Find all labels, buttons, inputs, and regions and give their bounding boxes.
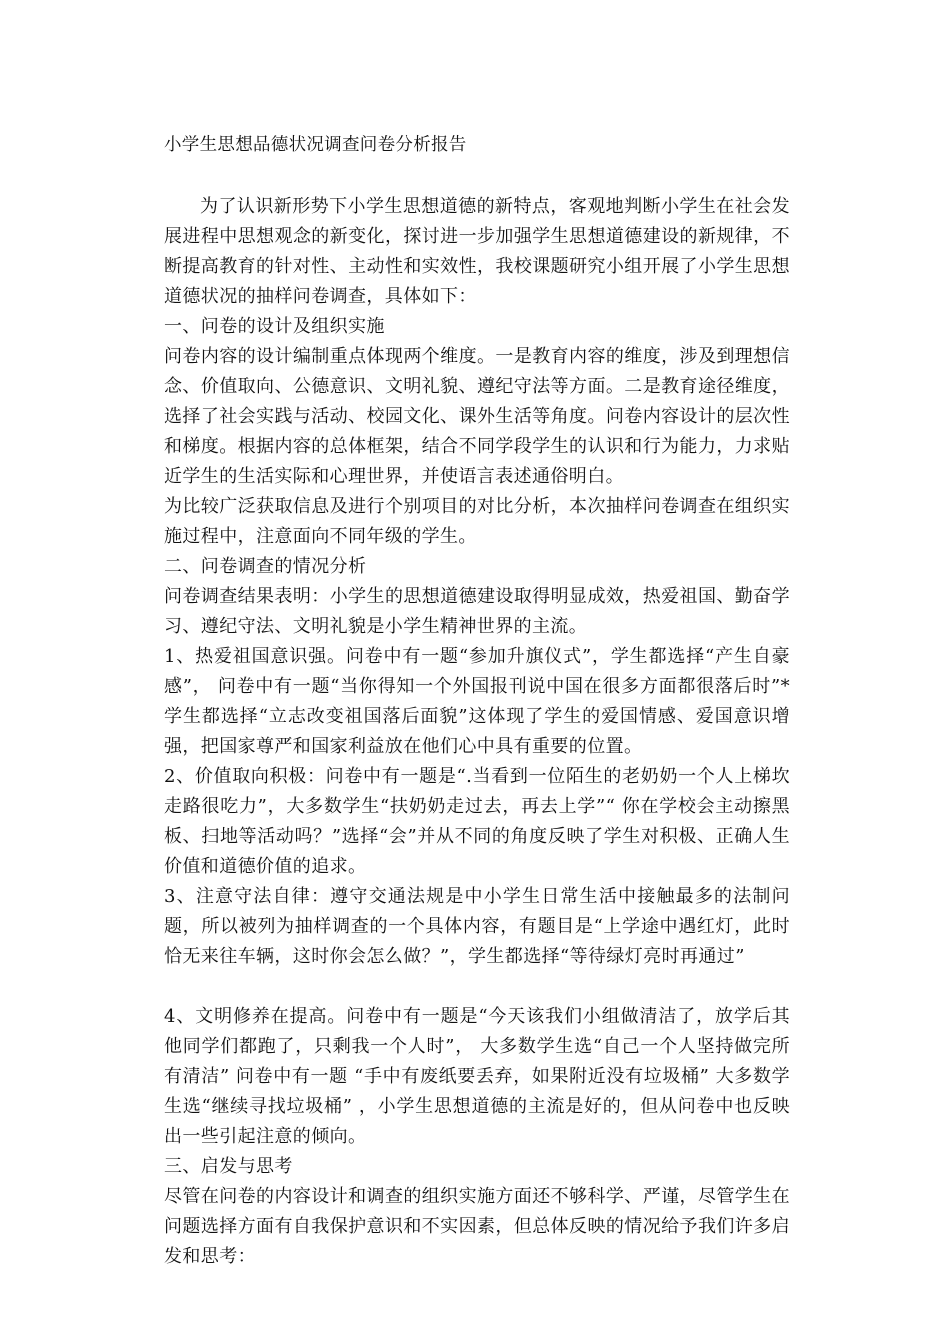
sampling-paragraph: 为比较广泛获取信息及进行个别项目的对比分析，本次抽样问卷调查在组织实施过程中，注意面向不同年级的学生。	[164, 496, 790, 547]
point-4-paragraph: 4、文明修养在提高。问卷中有一题是“今天该我们小组做清洁了，放学后其他同学们都跑了，只剩我一个人时”， 大多数学生选“自己一个人坚持做完所有清洁” 问卷中有一题 “手中有废纸要丢弃，如果附近没有垃圾桶” 大多数学生选“继续寻找垃圾桶” ，小学生思想道德的主流是好的，但从问卷中也反映出一些引起注意的倾向。	[164, 1006, 790, 1147]
point-1-paragraph: 1、热爱祖国意识强。问卷中有一题“参加升旗仪式”，学生都选择“产生自豪感”， 问卷中有一题“当你得知一个外国报刊说中国在很多方面都很落后时”*学生都选择“立志改变祖国落后面貌”这体现了学生的爱国情感、爱国意识增强，把国家尊严和国家利益放在他们心中具有重要的位置。	[164, 646, 790, 757]
document-title: 小学生思想品德状况调查问卷分析报告	[164, 135, 467, 155]
reflection-paragraph: 尽管在问卷的内容设计和调查的组织实施方面还不够科学、严谨，尽管学生在问题选择方面有自我保护意识和不实因素，但总体反映的情况给予我们许多启发和思考：	[164, 1186, 790, 1267]
results-paragraph: 问卷调查结果表明：小学生的思想道德建设取得明显成效，热爱祖国、勤奋学习、遵纪守法、文明礼貌是小学生精神世界的主流。	[164, 586, 790, 637]
section-heading-2: 二、问卷调查的情况分析	[164, 556, 367, 577]
section-heading-1: 一、问卷的设计及组织实施	[164, 316, 385, 337]
point-3-paragraph: 3、注意守法自律：遵守交通法规是中小学生日常生活中接触最多的法制问题，所以被列为抽样调查的一个具体内容，有题目是“上学途中遇红灯，此时恰无来往车辆，这时你会怎么做？”，学生都选择“等待绿灯亮时再通过”	[164, 886, 790, 967]
section-heading-3: 三、启发与思考	[164, 1156, 293, 1177]
point-2-paragraph: 2、价值取向积极：问卷中有一题是“.当看到一位陌生的老奶奶一个人上梯坎走路很吃力”，大多数学生“扶奶奶走过去，再去上学”“ 你在学校会主动擦黑板、扫地等活动吗？”选择“会”并从不同的角度反映了学生对积极、正确人生价值和道德价值的追求。	[164, 766, 790, 877]
design-paragraph: 问卷内容的设计编制重点体现两个维度。一是教育内容的维度，涉及到理想信念、价值取向、公德意识、文明礼貌、遵纪守法等方面。二是教育途径维度，选择了社会实践与活动、校园文化、课外生活等角度。问卷内容设计的层次性和梯度。根据内容的总体框架，结合不同学段学生的认识和行为能力，力求贴近学生的生活实际和心理世界，并使语言表述通俗明白。	[164, 346, 790, 487]
blank-line	[164, 972, 790, 1002]
document-page	[164, 132, 790, 1272]
intro-paragraph: 为了认识新形势下小学生思想道德的新特点，客观地判断小学生在社会发展进程中思想观念的新变化，探讨进一步加强学生思想道德建设的新规律，不断提高教育的针对性、主动性和实效性，我校课题研究小组开展了小学生思想道德状况的抽样问卷调查，具体如下：	[164, 196, 790, 307]
